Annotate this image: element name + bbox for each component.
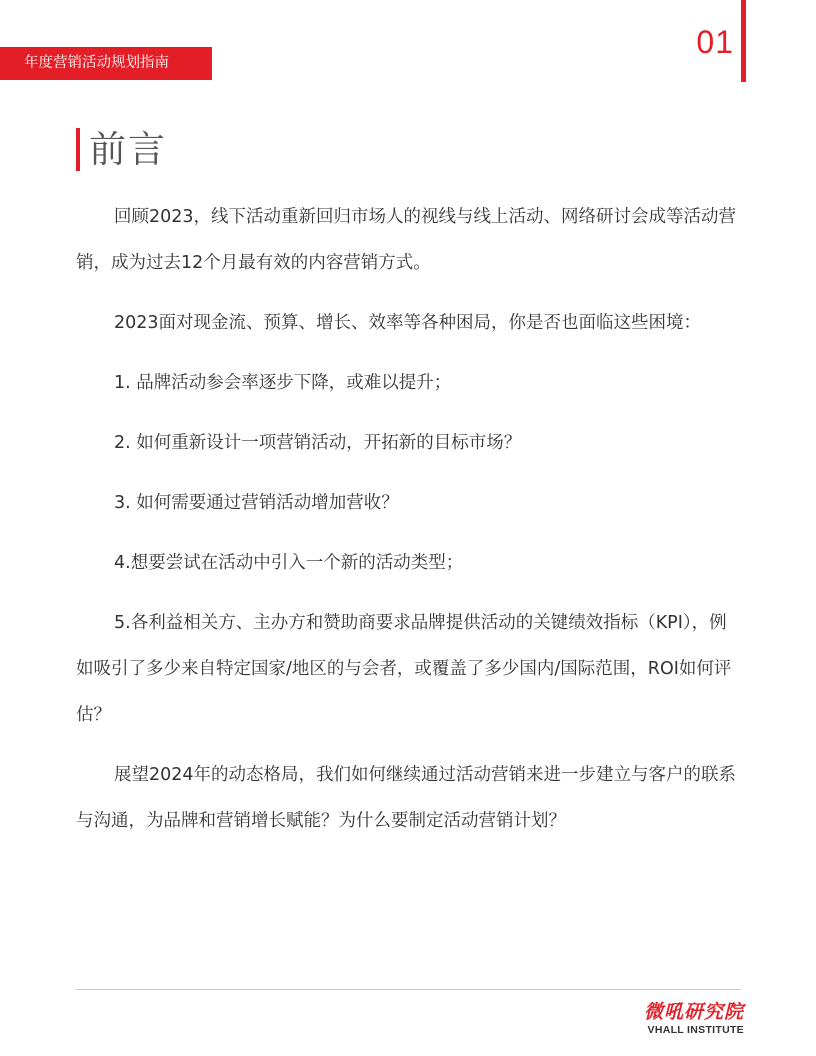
paragraph-outlook: 展望2024年的动态格局，我们如何继续通过活动营销来进一步建立与客户的联系与沟通，为品牌和营销增长赋能？为什么要制定活动营销计划？: [76, 765, 737, 831]
logo-chinese-text: 微吼研究院: [643, 1001, 744, 1023]
document-header-tag: 年度营销活动规划指南: [0, 47, 212, 80]
vhall-institute-logo: [644, 1001, 744, 1037]
page-number: 01: [696, 24, 734, 60]
list-item-4: 4.想要尝试在活动中引入一个新的活动类型；: [114, 553, 464, 573]
paragraph-intro: 回顾2023，线下活动重新回归市场人的视线与线上活动、网络研讨会成等活动营销，成为过去12个月最有效的内容营销方式。: [76, 207, 737, 273]
section-title-accent-bar: [76, 128, 80, 171]
list-item-2: 2. 如何重新设计一项营销活动，开拓新的目标市场？: [114, 433, 522, 453]
footer-divider: [76, 989, 741, 990]
list-item-5: 5.各利益相关方、主办方和赞助商要求品牌提供活动的关键绩效指标（KPI），例如吸引了多少来自特定国家/地区的与会者，或覆盖了多少国内/国际范围，ROI如何评估？: [76, 613, 732, 725]
page-number-accent-bar: [741, 0, 746, 82]
list-item-3: 3. 如何需要通过营销活动增加营收？: [114, 493, 399, 513]
section-title: 前言: [89, 128, 167, 171]
paragraph-question: 2023面对现金流、预算、增长、效率等各种困局，你是否也面临这些困境：: [114, 313, 702, 333]
list-item-1: 1. 品牌活动参会率逐步下降，或难以提升；: [114, 373, 452, 393]
body-content: [76, 194, 741, 858]
logo-english-text: VHALL INSTITUTE: [647, 1024, 744, 1036]
